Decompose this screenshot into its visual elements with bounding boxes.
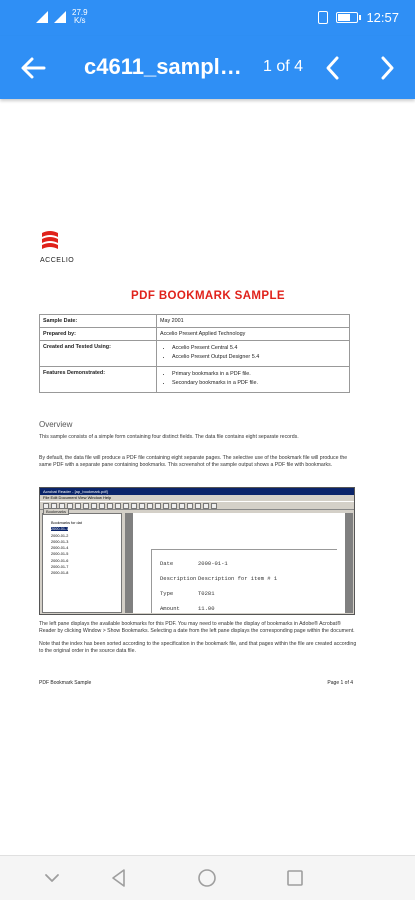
list-item: • Accelio Present Output Designer 5.4 [172,354,346,360]
info-table [39,314,350,393]
record-label: Amount [160,605,180,612]
screenshot-document-view [125,513,353,613]
table-row [40,367,350,393]
record-value: Description for item # 1 [198,575,278,582]
back-arrow-icon[interactable] [18,53,48,83]
app-bar [0,36,415,99]
table-row [40,315,350,328]
record-label: Date [160,560,174,567]
paragraph: Note that the index has been sorted according to the specification in the bookmark file, and that pages within the file are created according to the original order in the source data file. [39,641,357,654]
table-row [40,328,350,341]
screenshot-toolbar [40,501,354,510]
network-speed [72,9,88,25]
system-nav-bar [0,855,415,900]
screenshot-record [151,549,337,613]
paragraph: By default, the data file will produce a PDF file containing eight separate pages. The selective use of the bookmark file will produce the same PDF with a separate pane containing bookmarks. This screenshot of the sample output shows a PDF file with bookmarks. [39,455,348,468]
paragraph: This sample consists of a simple form containing four distinct fields. The data file contains eight separate records. [39,434,299,440]
tree-item: 2000-01-5 [51,552,69,557]
screenshot-pane-tab: Bookmarks [43,508,69,515]
tree-item: 2000-01-8 [51,571,69,576]
screenshot-bookmark-tree [51,520,82,577]
page-footer-left: PDF Bookmark Sample [39,680,92,686]
tree-item: 2000-01-1 [51,527,69,532]
accelio-logo-icon [40,229,60,253]
network-speed-value: 27.9 [72,8,88,17]
table-value [157,367,350,393]
embedded-screenshot [39,487,355,615]
tree-item: Bookmarks for dat [51,521,82,525]
back-nav-icon[interactable] [107,866,131,890]
overview-heading: Overview [39,420,73,429]
table-value: May 2001 [157,315,350,328]
recents-nav-icon[interactable] [283,866,307,890]
record-value: 2000-01-1 [198,560,228,567]
screenshot-window-title: Acrobat Reader - [ap_bookmark.pdf] [40,488,354,495]
tree-item: 2000-01-2 [51,533,69,538]
table-label: Features Demonstrated: [40,367,157,393]
paragraph: The left pane displays the available bookmarks for this PDF. You may need to enable the display of bookmarks in Adobe® Acrobat® Reader by clicking Window > Show Bookmarks. Selecting a date from the left pane displays the corresponding page within the document. [39,621,355,634]
record-value: 11.00 [198,605,215,612]
previous-page-icon[interactable] [320,53,346,83]
table-value: Accelio Present Applied Technology [157,328,350,341]
page-footer-right: Page 1 of 4 [327,680,353,686]
screenshot-bookmark-pane [42,509,122,613]
screenshot-menu: File Edit Document View Window Help [43,495,112,500]
pdf-page[interactable] [30,215,386,695]
status-bar [0,0,415,36]
hide-keyboard-icon[interactable] [40,866,64,890]
record-label: Type [160,590,174,597]
table-label: Created and Tested Using: [40,341,157,367]
screenshot-paper [133,513,345,613]
table-label: Sample Date: [40,315,157,328]
table-label: Prepared by: [40,328,157,341]
clock: 12:57 [366,10,399,25]
vibrate-icon [318,11,328,24]
list-item: • Primary bookmarks in a PDF file. [172,371,346,377]
logo-text: ACCELIO [40,257,75,264]
page-indicator: 1 of 4 [263,58,304,75]
signal-strength-icon [36,11,48,23]
network-speed-unit: K/s [74,16,86,25]
table-row [40,341,350,367]
tree-item: 2000-01-6 [51,558,69,563]
battery-icon [336,12,358,23]
home-nav-icon[interactable] [195,866,219,890]
status-right [318,10,399,25]
next-page-icon[interactable] [374,53,400,83]
document-title: c4611_sampl… [84,54,242,79]
record-value: T0281 [198,590,215,597]
document-heading: PDF BOOKMARK SAMPLE [131,290,285,302]
tree-item: 2000-01-7 [51,565,69,570]
list-item: • Secondary bookmarks in a PDF file. [172,380,346,386]
list-item: • Accelio Present Central 5.4 [172,345,346,351]
tree-item: 2000-01-3 [51,539,69,544]
tree-item: 2000-01-4 [51,546,69,551]
signal-strength-2-icon [54,11,66,23]
signal-area [36,9,88,25]
table-value [157,341,350,367]
record-label: Description [160,575,197,582]
